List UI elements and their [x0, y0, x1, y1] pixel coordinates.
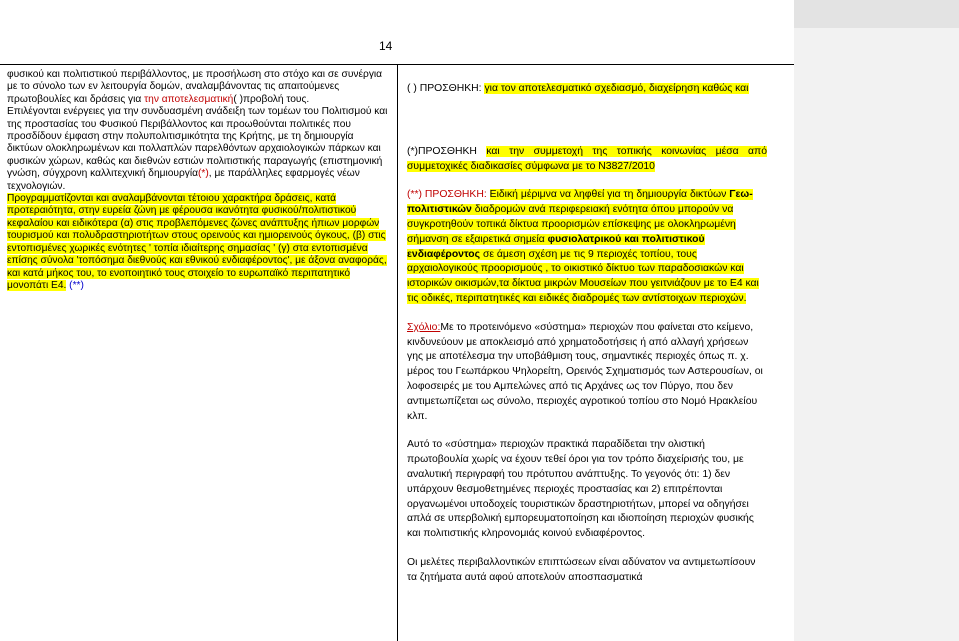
- spacer: [407, 307, 767, 321]
- spacer: [407, 97, 767, 145]
- table-column-divider: [397, 64, 398, 641]
- spacer: [407, 542, 767, 556]
- left-p1-text: φυσικού και πολιτιστικού περιβάλλοντος, με προσήλωση στο στόχο και σε συνέργια με το σύνολο των εν λειτουργία δομών, αναλαμβάνοντας τις απαιτούμενες πρωτοβουλίες και δράσεις για: [7, 69, 383, 105]
- left-p3-footnote-mark: (**): [66, 279, 84, 291]
- left-p1-tail: ( )προβολή τους.: [233, 93, 310, 105]
- comment-label: Σχόλιο:: [407, 321, 441, 333]
- addition-3-highlighted-2: διαδρομών ανά περιφερειακή ενότητα όπου μπορούν να συγκροτηθούν τοπικά δίκτυα προορισμών επίσκεψης με ολοκληρωμένη σήμανση σε εξαιρετικά σημεία: [407, 204, 736, 245]
- addition-2-highlighted: και την συμμετοχή της τοπικής κοινωνίας μέσα από συμμετοχικές διαδικασίες σύμφωνα με το Ν3827/2010: [407, 145, 767, 172]
- addition-1-highlighted: για τον αποτελεσματικό σχεδιασμό, διαχείρηση καθώς και: [484, 83, 749, 94]
- left-p2-tail: , με παράλληλες εφαρμογές νέων τεχνολογιών.: [7, 168, 360, 192]
- addition-2-label: (*)ΠΡΟΣΘΗΚΗ: [407, 145, 487, 157]
- spacer: [407, 424, 767, 438]
- addition-3-bold-1: Γεω-πολιτιστικών: [407, 189, 753, 216]
- addition-2: [407, 145, 767, 175]
- left-p2-text: Επιλέγονται ενέργειες για την συνδυασμένη ανάδειξη των τομέων του Πολιτισμού και της προστασίας του Φυσικού Περιβάλλοντος και προωθούνται πολιτικές που προσδίδουν έμφαση στην πολυπολιτισμικότητα της Κρήτης, με τη δημιουργία δικτύων ολοκληρωμένων και πολλαπλών παρελθόντων αρχαιολογικών πάρκων και φυσικών χώρων, καθώς και διεθνών εστιών πολιτιστικής παραγωγής (επιστημονική γνώση, σύγχρονη καλλιτεχνική δημιουργία: [7, 106, 388, 180]
- left-paragraph-1: [7, 69, 392, 106]
- system-paragraph: Αυτό το «σύστημα» περιοχών πρακτικά παραδίδεται την ολιστική πρωτοβουλία χωρίς να έχουν τεθεί όροι για τον τρόπο διαχείρισής του, με αναλυτική περιγραφή του πρότυπου ανάπτυξης. Το γεγονός ότι: 1) δεν υπάρχουν θεσμοθετημένες περιοχές προστασίας και 2) επιτρέπονται οργανωμένοι υποδοχείς τουριστικών δραστηριοτήτων, μπορεί να οδηγήσει απλά σε υπερβολική εμπορευματοποίηση και ιδιοποίηση περιοχών φυσικής και πολιτιστικής κληρονομιάς κοινού ενδιαφέροντος.: [407, 439, 754, 540]
- comment-pane-header: [794, 0, 959, 28]
- comment-text: Με το προτεινόμενο «σύστημα» περιοχών που φαίνεται στο κείμενο, κινδυνεύουν με αποκλεισμό από χρηματοδοτήσεις ή από αλλαγή χρήσεων γης με αποτέλεσμα την υποβάθμιση τους, σημαντικές περιοχές όπως π. χ. μέρος του Γεωπάρκου Ψηλορείτη, Ορεινός Σχηματισμός των Αστερουσίων, οι λοφοσειρές με του Αμπελώνες από τις Αρχάνες ως τον Πύργο, που δεν αντιμετωπίζεται ως σύνολο, περιοχές αγροτικού τοπίου στο Νομό Ηρακλείου κλπ.: [407, 321, 763, 422]
- addition-3-bold-2: φυσιολατρικού και πολιτιστικού ενδιαφέροντος: [407, 233, 705, 260]
- comment-pane: [794, 0, 959, 641]
- impact-paragraph: Οι μελέτες περιβαλλοντικών επιπτώσεων είναι αδύνατον να αντιμετωπίσουν τα ζητήματα αυτά αφού αποτελούν αποσπασματικά: [407, 556, 756, 583]
- left-p3-highlighted-text: Προγραμματίζονται και αναλαμβάνονται τέτοιου χαρακτήρα δράσεις, κατά προτεραιότητα, στην ευρεία ζώνη με φέρουσα ικανότητα φυσικού/πολιτιστικού κεφαλαίου και ειδικότερα (α) στις προβλεπόμενες ζώνες ανάπτυξης ήπιων μορφών τουρισμού και πολυδραστηριοτήτων στους ορεινούς και ημιορεινούς όγκους, (β) στις εντοπισμένες χωρικές ενότητες ' τοπία ιδιαίτερης σημασίας ' (γ) στα εντοπισμένα επίσης σύνολα 'τοπόσημα διεθνούς και εθνικού ενδιαφέροντος', με άξονα αναφοράς, και κατά μήκος του, το ενοποιητικό τους στοιχείο το ευρωπαϊκό περιπατητικό μονοπάτι Ε4.: [7, 193, 387, 291]
- left-paragraph-2: [7, 106, 392, 193]
- spacer: [407, 174, 767, 188]
- left-p2-footnote-mark: (*): [198, 168, 209, 180]
- page-number: 14: [379, 39, 393, 53]
- addition-3-label: (**) ΠΡΟΣΘΗΚΗ:: [407, 189, 490, 201]
- addition-1-label: ( ) ΠΡΟΣΘΗΚΗ:: [407, 83, 485, 94]
- left-paragraph-3: [7, 193, 392, 292]
- comment-paragraph: [407, 321, 767, 425]
- addition-3-highlighted-1: Ειδική μέριμνα να ληφθεί για τη δημιουργία δικτύων: [489, 189, 730, 201]
- addition-3: [407, 188, 767, 306]
- right-column-text: [407, 82, 767, 586]
- left-column-text: [7, 69, 392, 292]
- left-p1-red-text: την αποτελεσματική: [144, 93, 234, 105]
- addition-3-highlighted-3: σε άμεση σχέση με τις 9 περιοχές τοπίου, τους αρχαιολογικούς προορισμούς , το οικιστικό δίκτυο των παραδοσιακών και ιστορικών οικισμών,τα δίκτυα μικρών Μουσείων που γειτνιάζουν με το Ε4 και τις οδικές, περιπατητικές και ειδικές διαδρομές των αντίστοιχων περιοχών.: [407, 248, 759, 304]
- addition-1: [407, 82, 767, 97]
